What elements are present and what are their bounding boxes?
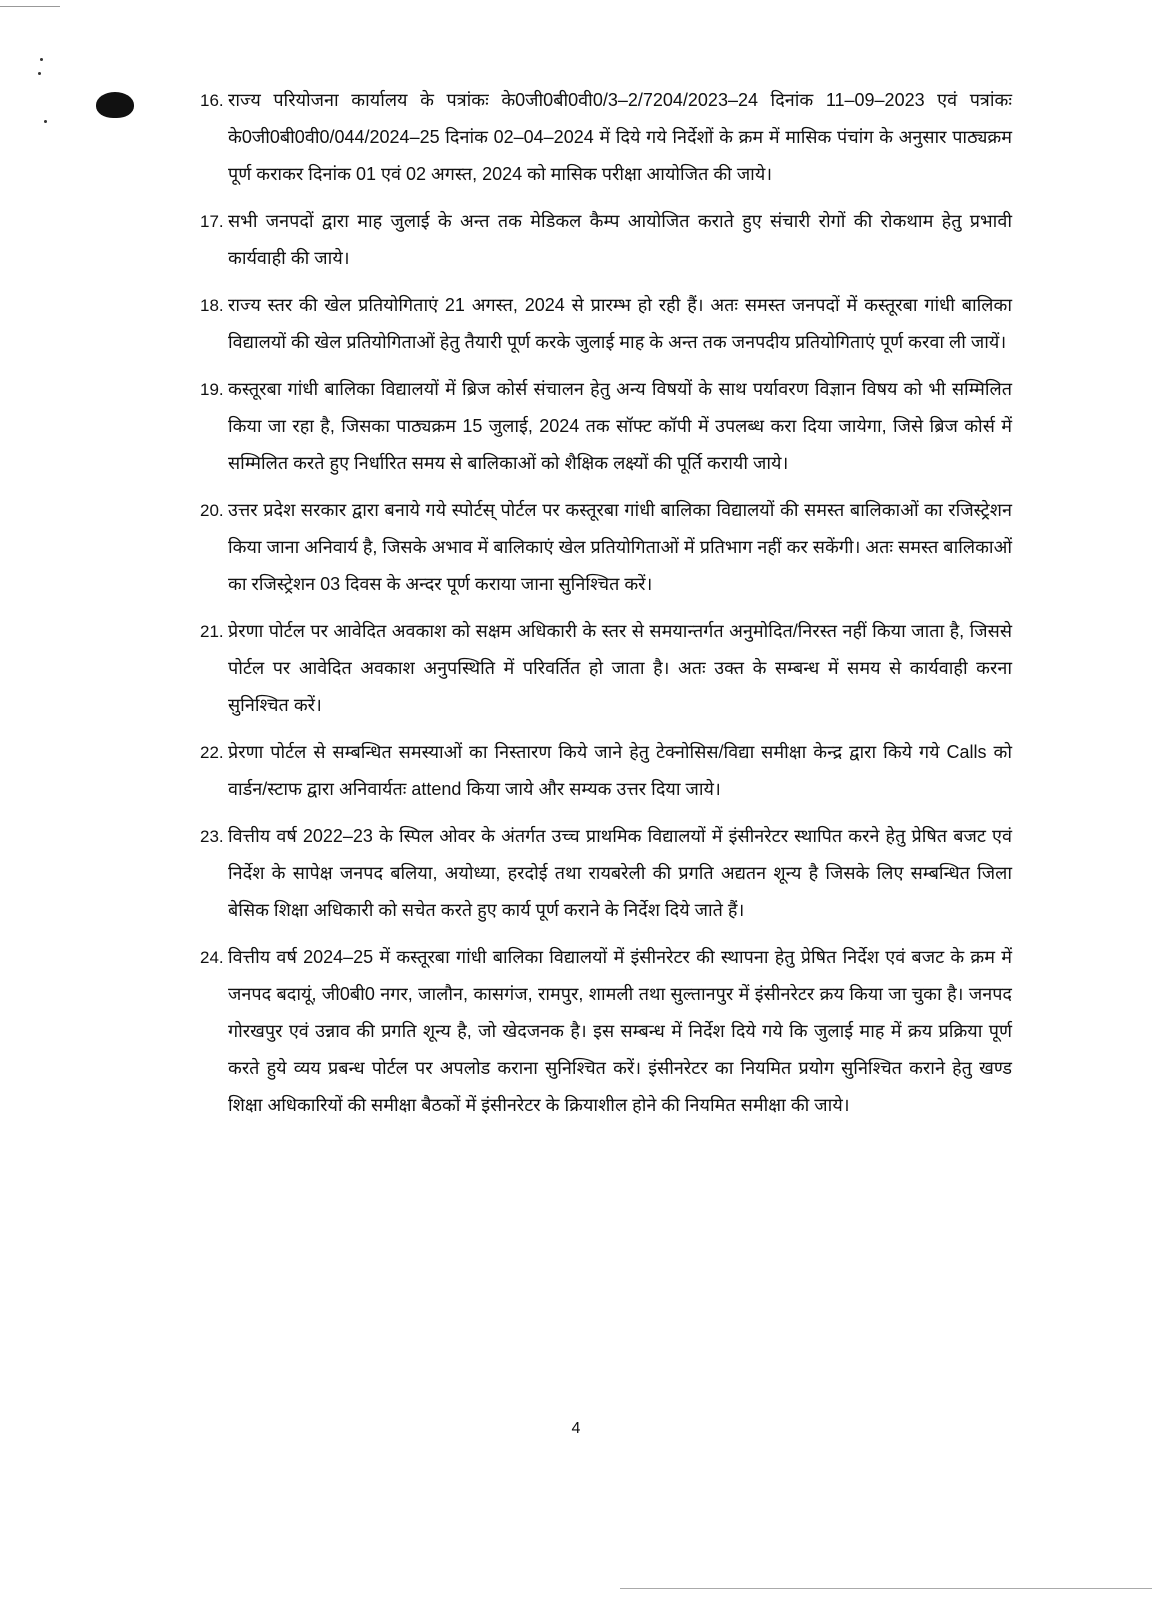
item-text: वित्तीय वर्ष 2022–23 के स्पिल ओवर के अंतर्गत उच्च प्राथमिक विद्यालयों में इंसीनरेटर स्थापित करने हेतु प्रेषित बजट एवं निर्देश के सापेक्ष जनपद बलिया, अयोध्या, हरदोई तथा रायबरेली की प्रगति अद्यतन शून्य है जिसके लिए सम्बन्धित जिला बेसिक शिक्षा अधिकारी को सचेत करते हुए कार्य पूर्ण कराने के निर्देश दिये जाते हैं। [228, 826, 1012, 920]
item-number: 24. [200, 948, 224, 967]
page-number: 4 [571, 1420, 581, 1437]
item-text: राज्य परियोजना कार्यालय के पत्रांकः के0जी0बी0वी0/3–2/7204/2023–24 दिनांक 11–09–2023 एवं पत्रांकः के0जी0बी0वी0/044/2024–25 दिनांक 02–04–2024 में दिये गये निर्देशों के क्रम में मासिक पंचांग के अनुसार पाठ्यक्रम पूर्ण कराकर दिनांक 01 एवं 02 अगस्त, 2024 को मासिक परीक्षा आयोजित की जाये। [228, 90, 1012, 184]
item-text: उत्तर प्रदेश सरकार द्वारा बनाये गये स्पोर्टस् पोर्टल पर कस्तूरबा गांधी बालिका विद्यालयों की समस्त बालिकाओं का रजिस्ट्रेशन किया जाना अनिवार्य है, जिसके अभाव में बालिकाएं खेल प्रतियोगिताओं में प्रतिभाग नहीं कर सकेंगी। अतः समस्त बालिकाओं का रजिस्ट्रेशन 03 दिवस के अन्दर पूर्ण कराया जाना सुनिश्चित करें। [228, 500, 1012, 594]
list-item [200, 734, 1012, 808]
item-number: 22. [200, 743, 224, 762]
item-number: 19. [200, 380, 224, 399]
scan-ink-blot [96, 92, 134, 118]
list-item [200, 939, 1012, 1124]
item-number: 20. [200, 501, 224, 520]
item-number: 21. [200, 622, 224, 641]
list-item [200, 613, 1012, 724]
list-item [200, 818, 1012, 929]
scan-speck [44, 120, 47, 123]
scan-edge-line [620, 1588, 1152, 1589]
item-number: 18. [200, 296, 224, 315]
list-item [200, 371, 1012, 482]
scan-speck [38, 72, 41, 75]
item-text: कस्तूरबा गांधी बालिका विद्यालयों में ब्रिज कोर्स संचालन हेतु अन्य विषयों के साथ पर्यावरण विज्ञान विषय को भी सम्मिलित किया जा रहा है, जिसका पाठ्यक्रम 15 जुलाई, 2024 तक सॉफ्ट कॉपी में उपलब्ध करा दिया जायेगा, जिसे ब्रिज कोर्स में सम्मिलित करते हुए निर्धारित समय से बालिकाओं को शैक्षिक लक्ष्यों की पूर्ति करायी जाये। [228, 379, 1012, 473]
item-text: प्रेरणा पोर्टल पर आवेदित अवकाश को सक्षम अधिकारी के स्तर से समयान्तर्गत अनुमोदित/निरस्त नहीं किया जाता है, जिससे पोर्टल पर आवेदित अवकाश अनुपस्थिति में परिवर्तित हो जाता है। अतः उक्त के सम्बन्ध में समय से कार्यवाही करना सुनिश्चित करें। [228, 621, 1012, 715]
scan-edge-line [0, 6, 60, 7]
item-text: वित्तीय वर्ष 2024–25 में कस्तूरबा गांधी बालिका विद्यालयों में इंसीनरेटर की स्थापना हेतु प्रेषित निर्देश एवं बजट के क्रम में जनपद बदायूं, जी0बी0 नगर, जालौन, कासगंज, रामपुर, शामली तथा सुल्तानपुर में इंसीनरेटर क्रय किया जा चुका है। जनपद गोरखपुर एवं उन्नाव की प्रगति शून्य है, जो खेदजनक है। इस सम्बन्ध में निर्देश दिये गये कि जुलाई माह में क्रय प्रक्रिया पूर्ण करते हुये व्यय प्रबन्ध पोर्टल पर अपलोड कराना सुनिश्चित करें। इंसीनरेटर का नियमित प्रयोग सुनिश्चित कराने हेतु खण्ड शिक्षा अधिकारियों की समीक्षा बैठकों में इंसीनरेटर के क्रियाशील होने की नियमित समीक्षा की जाये। [228, 947, 1012, 1115]
item-text: सभी जनपदों द्वारा माह जुलाई के अन्त तक मेडिकल कैम्प आयोजित कराते हुए संचारी रोगों की रोकथाम हेतु प्रभावी कार्यवाही की जाये। [228, 211, 1012, 268]
scan-speck [40, 58, 43, 61]
item-number: 17. [200, 212, 224, 231]
list-item [200, 492, 1012, 603]
item-text: राज्य स्तर की खेल प्रतियोगिताएं 21 अगस्त, 2024 से प्रारम्भ हो रही हैं। अतः समस्त जनपदों में कस्तूरबा गांधी बालिका विद्यालयों की खेल प्रतियोगिताओं हेतु तैयारी पूर्ण करके जुलाई माह के अन्त तक जनपदीय प्रतियोगिताएं पूर्ण करवा ली जायें। [228, 295, 1012, 352]
item-number: 16. [200, 91, 224, 110]
document-body [200, 82, 1012, 1134]
list-item [200, 82, 1012, 193]
item-text: प्रेरणा पोर्टल से सम्बन्धित समस्याओं का निस्तारण किये जाने हेतु टेक्नोसिस/विद्या समीक्षा केन्द्र द्वारा किये गये Calls को वार्डन/स्टाफ द्वारा अनिवार्यतः attend किया जाये और सम्यक उत्तर दिया जाये। [228, 742, 1012, 799]
list-item [200, 287, 1012, 361]
item-number: 23. [200, 827, 224, 846]
list-item [200, 203, 1012, 277]
